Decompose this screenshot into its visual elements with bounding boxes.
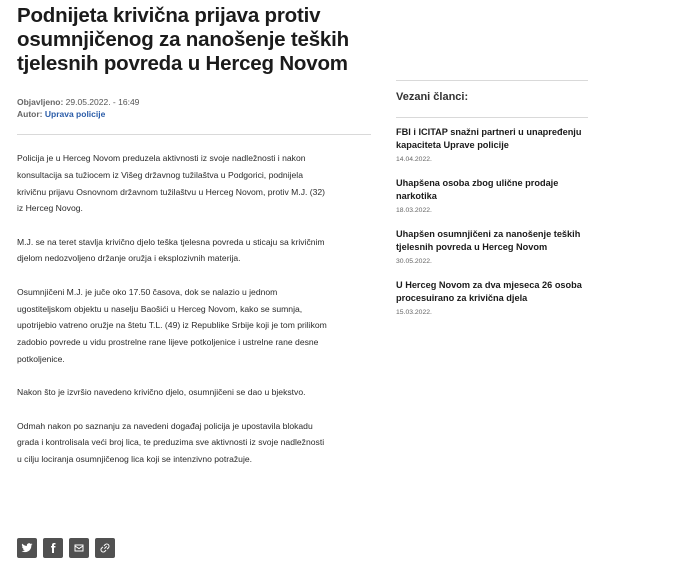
related-item-date: 15.03.2022.: [396, 309, 432, 316]
divider: [396, 80, 588, 81]
article-meta: [17, 96, 377, 120]
related-articles: [396, 80, 588, 316]
divider: [17, 134, 371, 135]
author-link[interactable]: Uprava policije: [44, 109, 106, 119]
related-heading: Vezani članci:: [396, 91, 469, 103]
related-item-date: 30.05.2022.: [396, 258, 432, 265]
related-item[interactable]: [396, 177, 588, 214]
facebook-icon: [47, 542, 59, 554]
share-bar: [17, 538, 115, 558]
related-item-title[interactable]: FBI i ICITAP snažni partneri u unapređenju kapaciteta Uprave policije: [396, 127, 582, 150]
published-value: 29.05.2022. - 16:49: [65, 97, 140, 107]
facebook-share-button[interactable]: [43, 538, 63, 558]
related-item-date: 18.03.2022.: [396, 207, 432, 214]
twitter-icon: [21, 542, 33, 554]
copy-link-button[interactable]: [95, 538, 115, 558]
related-item-title[interactable]: Uhapšen osumnjičeni za nanošenje teških tjelesnih povreda u Herceg Novom: [396, 229, 581, 252]
paragraph: Osumnjičeni M.J. je juče oko 17.50 časova, dok se nalazio u jednom ugostiteljskom objektu u naselju Baošići u Herceg Novom, kako se sumnja, upotrijebio vatreno oružje na štetu T.L. (49) iz Republike Srbije koji je tom prilikom zadobio povrede u vidu prostrelne rane lijeve potkoljenice i ustrelne rane desne potkoljenice.: [17, 286, 327, 364]
related-item-title[interactable]: U Herceg Novom za dva mjeseca 26 osoba procesuirano za krivična djela: [396, 280, 582, 303]
twitter-share-button[interactable]: [17, 538, 37, 558]
related-item[interactable]: [396, 279, 588, 316]
divider: [396, 117, 588, 118]
paragraph: Odmah nakon po saznanju za navedeni događaj policija je upostavila blokadu grada i kontrolisala veći broj lica, te preduzima sve aktivnosti iz svoje nadležnosti u cilju lociranja osumnjičenog lica koji se intenzivno potražuje.: [17, 420, 325, 465]
email-share-button[interactable]: [69, 538, 89, 558]
email-icon: [73, 542, 85, 554]
article-title: Podnijeta krivična prijava protiv osumnjičenog za nanošenje teških tjelesnih povreda u Herceg Novom: [17, 4, 349, 75]
article: [17, 0, 377, 468]
author-label: Autor:: [17, 109, 43, 119]
related-item[interactable]: [396, 228, 588, 265]
related-item-date: 14.04.2022.: [396, 156, 432, 163]
published-label: Objavljeno:: [17, 97, 64, 107]
paragraph: Nakon što je izvršio navedeno krivično djelo, osumnjičeni se dao u bjekstvo.: [17, 387, 306, 398]
paragraph: M.J. se na teret stavlja krivično djelo teška tjelesna povreda u sticaju sa krivičnim djelom nedozvoljeno držanje oružja i eksplozivnih materija.: [17, 236, 325, 264]
article-body: [17, 150, 377, 468]
link-icon: [99, 542, 111, 554]
paragraph: Policija je u Herceg Novom preduzela aktivnosti iz svoje nadležnosti i nakon konsultacija sa tužiocem iz Višeg državnog tužilaštva u Podgorici, podnijela krivičnu prijavu Osnovnom državnom tužilaštvu u Herceg Novom, protiv M.J. (32) iz Herceg Novog.: [17, 153, 326, 214]
related-item[interactable]: [396, 126, 588, 163]
related-item-title[interactable]: Uhapšena osoba zbog ulične prodaje narkotika: [396, 178, 559, 201]
